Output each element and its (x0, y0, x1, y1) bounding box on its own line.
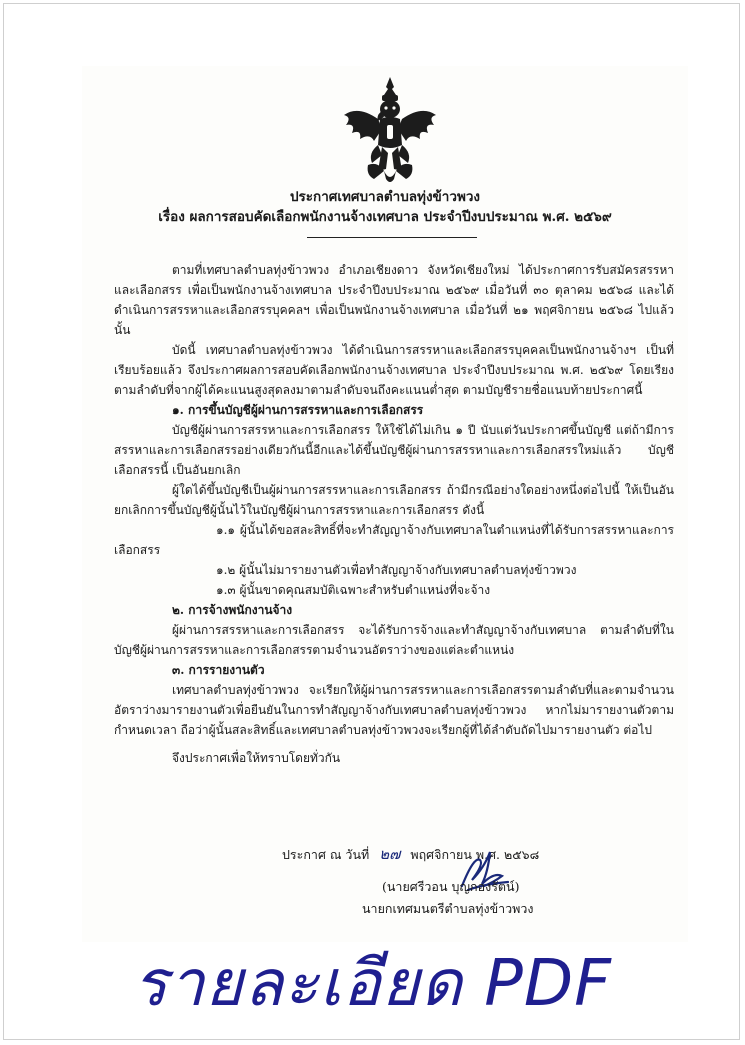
closing-statement: จึงประกาศเพื่อให้ทราบโดยทั่วกัน (172, 751, 341, 765)
section-1-item-1: ๑.๑ ผู้นั้นได้ขอสละสิทธิ์ที่จะทำสัญญาจ้างกับเทศบาลในตำแหน่งที่ได้รับการสรรหาและการเลือกสรร (114, 523, 674, 557)
document-title: ประกาศเทศบาลตำบลทุ่งข้าวพวง (289, 189, 481, 205)
document-subject: เรื่อง ผลการสอบคัดเลือกพนักงานจ้างเทศบาล ประจำปีงบประมาณ พ.ศ. ๒๕๖๙ (158, 209, 612, 225)
section-1-heading: ๑. การขึ้นบัญชีผู้ผ่านการสรรหาและการเลือกสรร (172, 403, 424, 417)
section-1-item-2: ๑.๒ ผู้นั้นไม่มารายงานตัวเพื่อทำสัญญาจ้างกับเทศบาลตำบลทุ่งข้าวพวง (216, 563, 577, 577)
section-3-heading: ๓. การรายงานตัว (172, 663, 265, 677)
date-day: ๒๗ (379, 845, 401, 863)
paragraph-intro: ตามที่เทศบาลตำบลทุ่งข้าวพวง อำเภอเชียงดาว จังหวัดเชียงใหม่ ได้ประกาศการรับสมัครสรรหา และเลือกสรร เพื่อเป็นพนักงานจ้างเทศบาล ประจำปีงบประมาณ ๒๕๖๙ เมื่อวันที่ ๓๐ ตุลาคม ๒๕๖๘ และได้ดำเนินการสรรหาและเลือกสรรบุคคลฯ เพื่อเป็นพนักงานจ้างเทศบาล เมื่อวันที่ ๒๑ พฤศจิกายน ๒๕๖๘ ไปแล้วนั้น (114, 263, 674, 337)
date-month-year: พฤศจิกายน พ.ศ. ๒๕๖๘ (410, 847, 540, 862)
announcement-document (82, 66, 688, 942)
section-1-paragraph-1: บัญชีผู้ผ่านการสรรหาและการเลือกสรร ให้ใช้ได้ไม่เกิน ๑ ปี นับแต่วันประกาศขึ้นบัญชี แต่ถ้ามีการสรรหาและการเลือกสรรอย่างเดียวกันนี้อีกและได้ขึ้นบัญชีผู้ผ่านการสรรหาและการเลือกสรรใหม่แล้ว บัญชีเลือกสรรนี้ เป็นอันยกเลิก (114, 423, 674, 477)
section-1-paragraph-2: ผู้ใดได้ขึ้นบัญชีเป็นผู้ผ่านการสรรหาและการเลือกสรร ถ้ามีกรณีอย่างใดอย่างหนึ่งต่อไปนี้ ให้เป็นอันยกเลิกการขึ้นบัญชีผู้นั้นไว้ในบัญชีผู้ผ่านการสรรหาและการเลือกสรร ดังนี้ (114, 483, 674, 517)
date-prefix: ประกาศ ณ วันที่ (282, 847, 370, 862)
signer-position: นายกเทศมนตรีตำบลทุ่งข้าวพวง (362, 901, 534, 916)
pdf-details-link[interactable]: รายละเอียด PDF (133, 947, 612, 1021)
signer-name: (นายศรีวอน บุญกองรัตน์) (382, 879, 520, 894)
paragraph-announcement: บัดนี้ เทศบาลตำบลทุ่งข้าวพวง ได้ดำเนินการสรรหาและเลือกสรรบุคคลเป็นพนักงานจ้างฯ เป็นที่เรียบร้อยแล้ว จึงประกาศผลการสอบคัดเลือกพนักงานจ้างเทศบาล ประจำปีงบประมาณ พ.ศ. ๒๕๖๙ โดยเรียงตามลำดับที่จากผู้ได้คะแนนสูงสุดลงมาตามลำดับจนถึงคะแนนต่ำสุด ตามบัญชีรายชื่อแนบท้ายประกาศนี้ (114, 343, 674, 397)
section-1-item-3: ๑.๓ ผู้นั้นขาดคุณสมบัติเฉพาะสำหรับตำแหน่งที่จะจ้าง (216, 583, 491, 597)
section-2-paragraph: ผู้ผ่านการสรรหาและการเลือกสรร จะได้รับการจ้างและทำสัญญาจ้างกับเทศบาล ตามลำดับที่ในบัญชีผู้ผ่านการสรรหาและการเลือกสรรตามจำนวนอัตราว่างของแต่ละตำแหน่ง (114, 623, 674, 657)
title-divider (307, 237, 477, 238)
garuda-emblem-icon (338, 75, 442, 185)
document-body (114, 260, 674, 768)
section-2-heading: ๒. การจ้างพนักงานจ้าง (172, 603, 293, 617)
section-3-paragraph: เทศบาลตำบลทุ่งข้าวพวง จะเรียกให้ผู้ผ่านการสรรหาและการเลือกสรรตามลำดับที่และตามจำนวนอัตราว่างมารายงานตัวเพื่อยืนยันในการทำสัญญาจ้างกับเทศบาลตำบลทุ่งข้าวพวง หากไม่มารายงานตัวตามกำหนดเวลา ถือว่าผู้นั้นสละสิทธิ์และเทศบาลตำบลทุ่งข้าวพวงจะเรียกผู้ที่ได้ลำดับถัดไปมารายงานตัว ต่อไป (114, 683, 674, 737)
